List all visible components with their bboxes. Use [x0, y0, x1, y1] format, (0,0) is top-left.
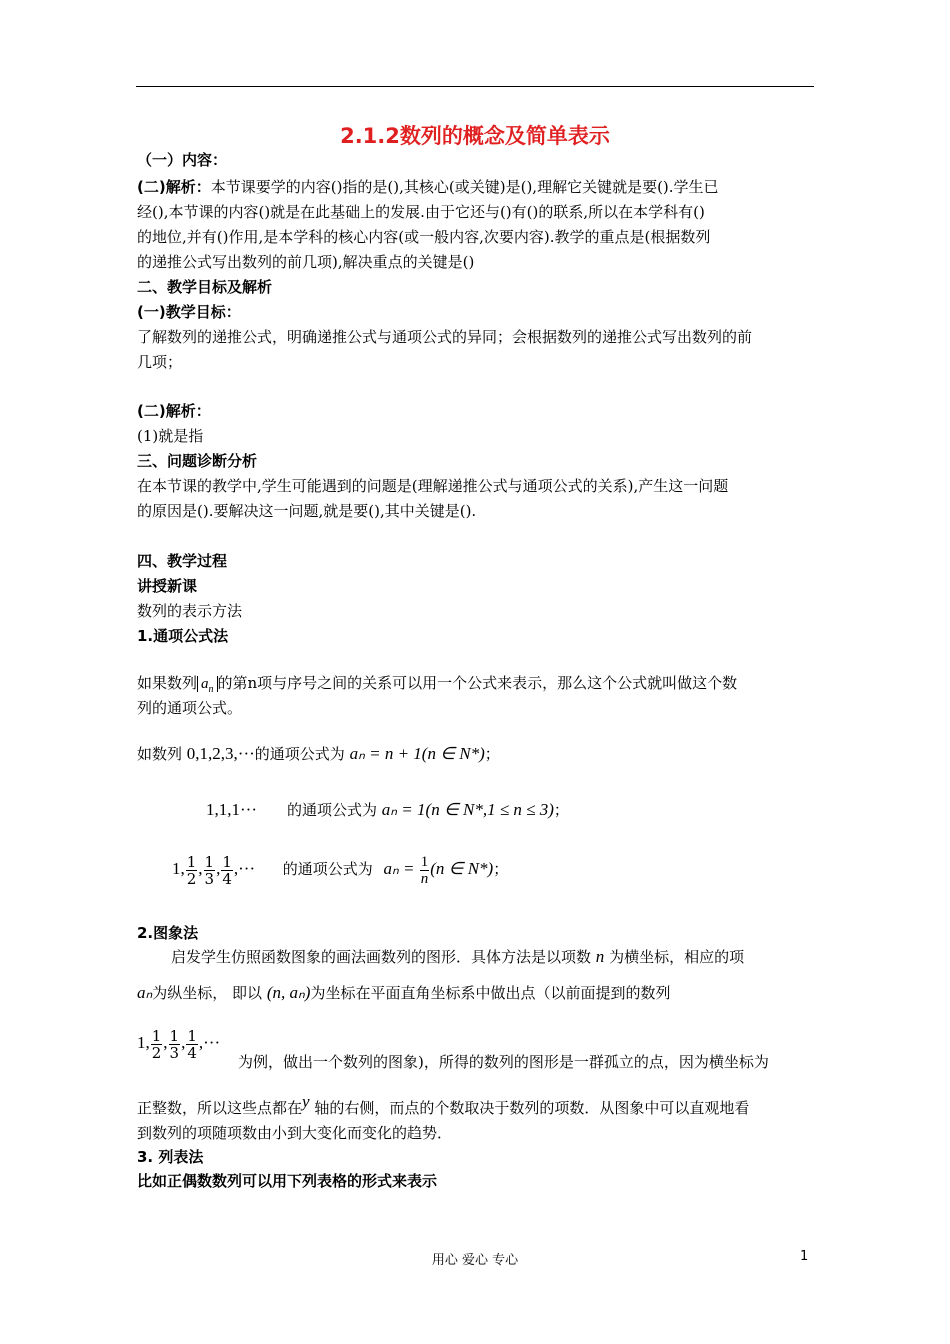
method-2-line-1 [171, 947, 744, 967]
representation-methods: 数列的表示方法 [137, 602, 243, 620]
section-3-heading: 三、问题诊断分析 [137, 452, 258, 470]
seq-tail: ,··· [198, 1033, 221, 1052]
section-4-heading: 四、教学过程 [137, 552, 228, 570]
goal-line-1: 了解数列的递推公式，明确递推公式与通项公式的异同；会根据数列的递推公式写出数列的前 [137, 328, 753, 346]
method-2-n: n [595, 947, 605, 966]
method-1-heading: 1.通项公式法 [137, 627, 229, 645]
fraction-third [169, 1028, 181, 1061]
frac-den: 4 [222, 869, 232, 888]
method-1-text-b: 的第n项与序号之间的关系可以用一个公式来表示，那么这个公式就叫做这个数 [217, 674, 738, 692]
page-number: 1 [800, 1249, 809, 1264]
method-2-line-4 [137, 1092, 750, 1118]
example-3 [172, 852, 508, 887]
sequence-notation [197, 676, 218, 695]
fraction-quarter [186, 1028, 198, 1061]
method-3-heading: 3. 列表法 [137, 1148, 204, 1166]
sep: , [198, 859, 203, 878]
frac-num: 1 [222, 852, 232, 871]
method-2-text-b: 为横坐标，相应的项 [609, 948, 745, 966]
fraction-half [151, 1028, 163, 1061]
method-2-heading: 2.图象法 [137, 924, 199, 942]
example-3-formula-tail: (n ∈ N*) [430, 859, 494, 878]
method-2-text-c: 为纵坐标， 即以 [152, 984, 263, 1002]
example-3-tail: ,··· [233, 859, 256, 878]
method-2-pair: (n, aₙ) [266, 983, 311, 1002]
section-2-heading: 二、教学目标及解析 [137, 278, 273, 296]
analysis-text-1: 本节课要学的内容()指的是(),其核心(或关键)是(),理解它关键就是要().学生已 [210, 178, 719, 196]
method-2-text-f: 轴的右侧，而点的个数取决于数列的项数．从图象中可以直观地看 [314, 1099, 750, 1117]
frac-num: 1 [169, 1026, 180, 1045]
new-lesson-heading: 讲授新课 [137, 577, 198, 595]
sep: , [216, 859, 221, 878]
analysis-line-4: 的递推公式写出数列的前几项),解决重点的关键是() [137, 253, 475, 271]
analysis-line-2: 经(),本节课的内容()就是在此基础上的发展.由于它还与()有()的联系,所以在本学科有() [137, 203, 705, 221]
header-rule [136, 86, 814, 87]
frac-num: 1 [151, 1026, 162, 1045]
seq-lead: 1, [137, 1033, 150, 1052]
frac-den: n [420, 870, 429, 887]
method-3-text: 比如正偶数数列可以用下列表格的形式来表示 [137, 1172, 438, 1190]
content-label: （一）内容： [137, 151, 228, 169]
sequence-notation-a: a [201, 676, 209, 692]
example-3-semicolon: ； [493, 860, 509, 878]
example-2-semicolon: ； [553, 801, 569, 819]
frac-num: 1 [186, 852, 197, 871]
section-3-line-2: 的原因是().要解决这一问题,就是要(),其中关键是(). [137, 502, 477, 520]
example-2-sequence: 1,1,1··· [206, 800, 257, 819]
method-2-y: y [302, 1092, 310, 1111]
page-title: 2.1.2数列的概念及简单表示 [340, 124, 610, 148]
method-1-para-line-1 [137, 673, 737, 700]
fraction-one-over-n [420, 854, 430, 887]
example-1 [137, 744, 500, 764]
example-1-prefix: 如数列 [137, 745, 183, 763]
frac-num: 1 [187, 1026, 197, 1045]
method-2-an: aₙ [137, 983, 153, 1002]
section-3-line-1: 在本节课的教学中,学生可能遇到的问题是(理解递推公式与通项公式的关系),产生这一问题 [137, 477, 729, 495]
sep: , [163, 1033, 168, 1052]
example-1-semicolon: ； [484, 745, 500, 763]
analysis-line-1 [137, 177, 719, 197]
method-2-text-e: 正整数，所以这些点都在 [137, 1099, 303, 1117]
example-1-sequence: 0,1,2,3,··· [186, 744, 255, 763]
example-3-label: 的通项公式为 [282, 860, 373, 878]
frac-den: 3 [204, 869, 215, 888]
frac-den: 4 [187, 1043, 197, 1062]
example-3-formula: aₙ = $\frac{1}{n}$ (n ∈ N*) [383, 853, 494, 887]
footer-text: 用心 爱心 专心 [431, 1253, 519, 1268]
section-2-analysis-text: (1)就是指 [137, 427, 204, 445]
method-1-text-a: 如果数列 [137, 674, 198, 692]
example-2 [206, 800, 569, 820]
analysis-line-3: 的地位,并有()作用,是本学科的核心内容(或一般内容,次要内容).教学的重点是(根据数列 [137, 228, 711, 246]
frac-den: 2 [151, 1043, 162, 1062]
method-2-line-3: 为例，做出一个数列的图象)，所得的数列的图形是一群孤立的点，因为横坐标为 [238, 1053, 769, 1071]
frac-den: 2 [186, 869, 197, 888]
method-2-text-a: 启发学生仿照函数图象的画法画数列的图形．具体方法是以项数 [171, 948, 592, 966]
sep: , [181, 1033, 186, 1052]
fraction-half [186, 854, 198, 887]
method-2-sequence [137, 1026, 220, 1061]
section-2-analysis-label: (二)解析： [137, 402, 211, 420]
fraction-third [204, 854, 216, 887]
example-1-formula: aₙ = n + 1(n ∈ N*) [349, 744, 485, 763]
goal-label: (一)教学目标： [137, 303, 241, 321]
frac-num: 1 [420, 853, 429, 870]
example-1-label: 的通项公式为 [254, 745, 345, 763]
example-3-an: aₙ [383, 859, 399, 878]
example-2-label: 的通项公式为 [286, 801, 377, 819]
frac-den: 3 [169, 1043, 180, 1062]
goal-line-2: 几项； [137, 353, 183, 371]
method-2-line-2 [137, 983, 670, 1003]
method-1-para-line-2: 列的通项公式。 [137, 699, 243, 717]
frac-num: 1 [204, 852, 215, 871]
method-2-line-5: 到数列的项随项数由小到大变化而变化的趋势． [137, 1124, 453, 1142]
example-2-formula: aₙ = 1(n ∈ N*,1 ≤ n ≤ 3) [381, 800, 554, 819]
method-2-text-d: 为坐标在平面直角坐标系中做出点（以前面提到的数列 [310, 984, 671, 1002]
fraction-quarter [221, 854, 233, 887]
sequence-notation-sub: n [208, 684, 214, 695]
analysis-label: (二)解析： [137, 178, 211, 196]
example-3-lead: 1, [172, 859, 185, 878]
